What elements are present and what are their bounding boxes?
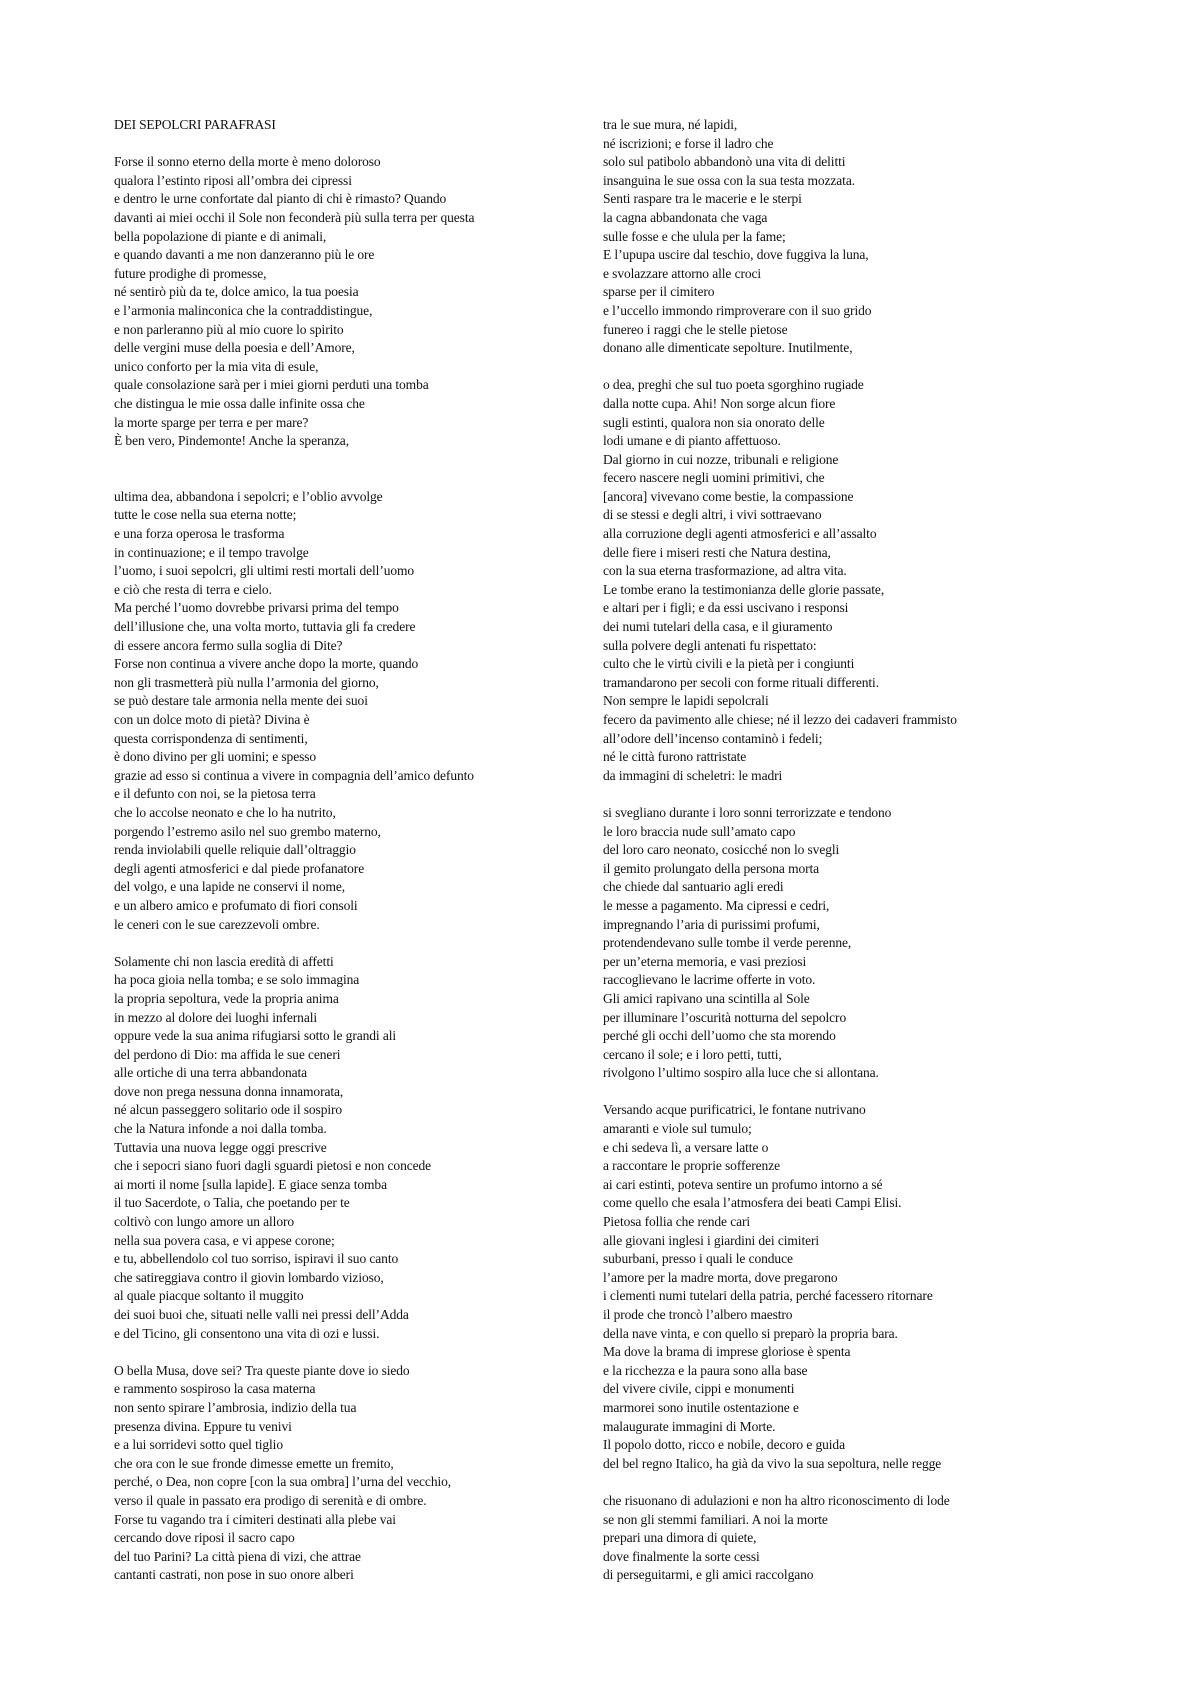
text-line: lodi umane e di pianto affettuoso. — [603, 433, 781, 449]
text-line — [603, 785, 1163, 804]
text-line: Il popolo dotto, ricco e nobile, decoro e guida — [603, 1437, 845, 1453]
text-line: se non gli stemmi familiari. A noi la morte — [603, 1511, 828, 1527]
text-line: e tu, abbellendolo col tuo sorriso, ispiravi il suo canto — [114, 1251, 399, 1267]
text-line: alla corruzione degli agenti atmosferici e all’assalto — [603, 526, 877, 542]
text-line: verso il quale in passato era prodigo di serenità e di ombre. — [114, 1492, 427, 1508]
text-line: del bel regno Italico, ha già da vivo la sua sepoltura, nelle regge — [603, 1455, 942, 1471]
text-line: che la Natura infonde a noi dalla tomba. — [114, 1121, 327, 1137]
text-line: e quando davanti a me non danzeranno più le ore — [114, 247, 375, 263]
text-line: delle fiere i miseri resti che Natura destina, — [603, 544, 831, 560]
text-line: né le città furono rattristate — [603, 749, 747, 765]
text-line: e chi sedeva lì, a versare latte o — [603, 1139, 769, 1155]
text-line: questa corrispondenza di sentimenti, — [114, 730, 308, 746]
text-line — [603, 1083, 1163, 1102]
text-line: il prode che troncò l’albero maestro — [603, 1307, 793, 1322]
text-line: marmorei sono inutile ostentazione e — [603, 1399, 799, 1415]
text-line: [ancora] vivevano come bestie, la compassione — [603, 488, 854, 504]
text-line: Ma dove la brama di imprese gloriose è spenta — [603, 1344, 851, 1360]
text-line: unico conforto per la mia vita di esule, — [114, 358, 319, 374]
text-line — [603, 358, 1163, 377]
text-line: non sento spirare l’ambrosia, indizio della tua — [114, 1399, 357, 1415]
text-line: rivolgono l’ultimo sospiro alla luce che si allontana. — [603, 1065, 879, 1081]
text-line: e l’armonia malinconica che la contraddistingue, — [114, 302, 373, 318]
text-line: da immagini di scheletri: le madri — [603, 767, 783, 783]
text-line: non gli trasmetterà più nulla l’armonia del giorno, — [114, 674, 379, 690]
text-line: se può destare tale armonia nella mente dei suoi — [114, 693, 368, 709]
right-column-lines — [603, 116, 1163, 1585]
text-line: e un albero amico e profumato di fiori consoli — [114, 897, 358, 913]
text-line: per illuminare l’oscurità notturna del sepolcro — [603, 1009, 847, 1025]
text-line: tra le sue mura, né lapidi, — [603, 117, 738, 132]
text-line: che i sepocri siano fuori dagli sguardi pietosi e non concede — [114, 1158, 432, 1174]
text-line: si svegliano durante i loro sonni terrorizzate e tendono — [603, 804, 892, 820]
text-line: malaugurate immagini di Morte. — [603, 1418, 776, 1434]
text-line: è dono divino per gli uomini; e spesso — [114, 749, 317, 765]
text-line: bella popolazione di piante e di animali, — [114, 228, 327, 244]
text-line: fecero da pavimento alle chiese; né il lezzo dei cadaveri frammisto — [603, 712, 957, 727]
text-line: come quello che esala l’atmosfera dei beati Campi Elisi. — [603, 1195, 902, 1211]
text-line: O bella Musa, dove sei? Tra queste piante dove io siedo — [114, 1362, 410, 1378]
text-line: né iscrizioni; e forse il ladro che — [603, 135, 774, 151]
text-line: dove non prega nessuna donna innamorata, — [114, 1083, 344, 1099]
text-line: Dal giorno in cui nozze, tribunali e religione — [603, 451, 839, 467]
text-line: che chiede dal santuario agli eredi — [603, 879, 784, 895]
text-line: le ceneri con le sue carezzevoli ombre. — [114, 916, 320, 932]
text-line: davanti ai miei occhi il Sole non feconderà più sulla terra per questa — [114, 209, 475, 225]
text-line: la cagna abbandonata che vaga — [603, 209, 768, 225]
text-line: e svolazzare attorno alle croci — [603, 265, 762, 281]
text-line: tutte le cose nella sua eterna notte; — [114, 507, 297, 523]
left-column-lines — [114, 135, 584, 1585]
text-line: la propria sepoltura, vede la propria anima — [114, 990, 339, 1006]
text-line: i clementi numi tutelari della patria, perché facessero ritornare — [603, 1288, 933, 1304]
text-line: di perseguitarmi, e gli amici raccolgano — [603, 1567, 814, 1583]
text-line: che lo accolse neonato e che lo ha nutrito, — [114, 804, 336, 820]
text-line: Ma perché l’uomo dovrebbe privarsi prima del tempo — [114, 600, 399, 616]
text-line: cercano il sole; e i loro petti, tutti, — [603, 1046, 782, 1062]
text-line: il tuo Sacerdote, o Talia, che poetando per te — [114, 1195, 350, 1211]
text-line: e del Ticino, gli consentono una vita di ozi e lussi. — [114, 1325, 380, 1341]
text-line: Forse non continua a vivere anche dopo la morte, quando — [114, 656, 419, 672]
text-line: né alcun passeggero solitario ode il sospiro — [114, 1102, 343, 1118]
text-line: o dea, preghi che sul tuo poeta sgorghino rugiade — [603, 377, 864, 393]
text-line — [114, 1343, 584, 1362]
text-line: cercando dove riposi il sacro capo — [114, 1530, 295, 1546]
text-line: prepari una dimora di quiete, — [603, 1530, 757, 1546]
text-line: e una forza operosa le trasforma — [114, 526, 285, 542]
left-column — [114, 116, 584, 1585]
text-line — [603, 1473, 1163, 1492]
text-line — [114, 469, 584, 488]
text-line: del tuo Parini? La città piena di vizi, che attrae — [114, 1548, 361, 1564]
text-line: che ora con le sue fronde dimesse emette un fremito, — [114, 1455, 394, 1471]
text-line: amaranti e viole sul tumulo; — [603, 1121, 752, 1137]
text-line: grazie ad esso si continua a vivere in compagnia dell’amico defunto — [114, 767, 474, 783]
text-line: perché, o Dea, non copre [con la sua ombra] l’urna del vecchio, — [114, 1474, 452, 1490]
text-line: degli agenti atmosferici e dal piede profanatore — [114, 860, 365, 876]
text-line: le loro braccia nude sull’amato capo — [603, 823, 796, 839]
text-line: Le tombe erano la testimonianza delle glorie passate, — [603, 581, 885, 597]
text-line: fecero nascere negli uomini primitivi, che — [603, 470, 825, 486]
text-line: funereo i raggi che le stelle pietose — [603, 321, 788, 337]
text-line: oppure vede la sua anima rifugiarsi sotto le grandi ali — [114, 1028, 397, 1044]
text-line: insanguina le sue ossa con la sua testa mozzata. — [603, 172, 855, 188]
text-line: e altari per i figli; e da essi uscivano i responsi — [603, 600, 849, 616]
text-line: dei numi tutelari della casa, e il giuramento — [603, 619, 833, 635]
text-line: del volgo, e una lapide ne conservi il nome, — [114, 879, 346, 895]
text-line: di se stessi e degli altri, i vivi sottraevano — [603, 507, 822, 523]
text-line: qualora l’estinto riposi all’ombra dei cipressi — [114, 172, 352, 188]
text-line: del vivere civile, cippi e monumenti — [603, 1381, 795, 1397]
text-line: e la ricchezza e la paura sono alla base — [603, 1362, 808, 1378]
text-line: tramandarono per secoli con forme rituali differenti. — [603, 674, 879, 690]
text-line: in mezzo al dolore dei luoghi infernali — [114, 1009, 318, 1025]
text-line: future prodighe di promesse, — [114, 265, 267, 281]
text-line: del loro caro neonato, cosicché non lo svegli — [603, 842, 840, 858]
text-line: dalla notte cupa. Ahi! Non sorge alcun fiore — [603, 395, 836, 411]
text-line — [114, 135, 584, 154]
text-line: delle vergini muse della poesia e dell’Amore, — [114, 340, 355, 356]
text-line — [114, 451, 584, 470]
right-column — [603, 116, 1163, 1585]
text-line: al quale piacque soltanto il muggito — [114, 1288, 304, 1304]
text-line: e ciò che resta di terra e cielo. — [114, 581, 272, 597]
text-line: Forse tu vagando tra i cimiteri destinati alla plebe vai — [114, 1511, 396, 1527]
text-line: e non parleranno più al mio cuore lo spirito — [114, 321, 344, 337]
text-line: con la sua eterna trasformazione, ad altra vita. — [603, 563, 847, 579]
text-line: donano alle dimenticate sepolture. Inutilmente, — [603, 340, 853, 356]
text-line: sulla polvere degli antenati fu rispettato: — [603, 637, 817, 653]
text-line: dei suoi buoi che, situati nelle valli nei pressi dell’Adda — [114, 1307, 409, 1322]
text-line: Versando acque purificatrici, le fontane nutrivano — [603, 1102, 866, 1118]
text-line: in continuazione; e il tempo travolge — [114, 544, 309, 560]
text-line: il gemito prolungato della persona morta — [603, 860, 820, 876]
text-line: porgendo l’estremo asilo nel suo grembo materno, — [114, 823, 381, 839]
text-line: Forse il sonno eterno della morte è meno doloroso — [114, 154, 381, 170]
text-line: ai morti il nome [sulla lapide]. E giace senza tomba — [114, 1176, 387, 1192]
text-line: la morte sparge per terra e per mare? — [114, 414, 309, 430]
text-line: Tuttavia una nuova legge oggi prescrive — [114, 1139, 327, 1155]
text-line: della nave vinta, e con quello si preparò la propria bara. — [603, 1325, 898, 1341]
text-line: nella sua povera casa, e vi appese corone; — [114, 1232, 335, 1248]
text-line: né sentirò più da te, dolce amico, la tua poesia — [114, 284, 359, 300]
text-line: che distingua le mie ossa dalle infinite ossa che — [114, 395, 365, 411]
text-line: e l’uccello immondo rimproverare con il suo grido — [603, 302, 872, 318]
text-line: l’uomo, i suoi sepolcri, gli ultimi resti mortali dell’uomo — [114, 563, 415, 579]
document-title: DEI SEPOLCRI PARAFRASI — [114, 117, 276, 132]
text-line: dove finalmente la sorte cessi — [603, 1548, 760, 1564]
text-line: sugli estinti, qualora non sia onorato delle — [603, 414, 825, 430]
text-line: l’amore per la madre morta, dove pregarono — [603, 1269, 838, 1285]
text-line: a raccontare le proprie sofferenze — [603, 1158, 780, 1174]
text-line: e il defunto con noi, se la pietosa terra — [114, 786, 316, 802]
text-line: alle ortiche di una terra abbandonata — [114, 1065, 308, 1081]
text-line: presenza divina. Eppure tu venivi — [114, 1418, 292, 1434]
text-line: Pietosa follia che rende cari — [603, 1214, 751, 1230]
text-line: È ben vero, Pindemonte! Anche la speranza, — [114, 433, 349, 449]
text-line: culto che le virtù civili e la pietà per i congiunti — [603, 656, 855, 672]
text-line: sparse per il cimitero — [603, 284, 715, 300]
text-line: sulle fosse e che ulula per la fame; — [603, 228, 786, 244]
text-line: Gli amici rapivano una scintilla al Sole — [603, 990, 810, 1006]
text-line: suburbani, presso i quali le conduce — [603, 1251, 793, 1267]
text-line: e a lui sorridevi sotto quel tiglio — [114, 1437, 283, 1453]
text-line: per un’eterna memoria, e vasi preziosi — [603, 953, 807, 969]
text-line: le messe a pagamento. Ma cipressi e cedri, — [603, 897, 830, 913]
text-line: Solamente chi non lascia eredità di affetti — [114, 953, 334, 969]
text-line: quale consolazione sarà per i miei giorni perduti una tomba — [114, 377, 429, 393]
text-line: raccoglievano le lacrime offerte in voto. — [603, 972, 816, 988]
text-line: solo sul patibolo abbandonò una vita di delitti — [603, 154, 846, 170]
text-line: ultima dea, abbandona i sepolcri; e l’oblio avvolge — [114, 488, 383, 504]
text-line: che risuonano di adulazioni e non ha altro riconoscimento di lode — [603, 1492, 950, 1508]
text-line: del perdono di Dio: ma affida le sue ceneri — [114, 1046, 341, 1062]
text-line: alle giovani inglesi i giardini dei cimiteri — [603, 1232, 820, 1248]
text-line: protendendevano sulle tombe il verde perenne, — [603, 935, 852, 951]
text-line: renda inviolabili quelle reliquie dall’oltraggio — [114, 842, 356, 858]
text-line: ha poca gioia nella tomba; e se solo immagina — [114, 972, 360, 988]
text-line: Senti raspare tra le macerie e le sterpi — [603, 191, 802, 207]
text-line: impregnando l’aria di purissimi profumi, — [603, 916, 820, 932]
text-line: Non sempre le lapidi sepolcrali — [603, 693, 769, 709]
text-line: che satireggiava contro il giovin lombardo vizioso, — [114, 1269, 384, 1285]
text-line: e dentro le urne confortate dal pianto di chi è rimasto? Quando — [114, 191, 447, 207]
text-line: perché gli occhi dell’uomo che sta morendo — [603, 1028, 836, 1044]
text-line: cantanti castrati, non pose in suo onore alberi — [114, 1567, 354, 1583]
text-line: dell’illusione che, una volta morto, tuttavia gli fa credere — [114, 619, 416, 635]
text-line: coltivò con lungo amore un alloro — [114, 1214, 295, 1230]
text-line: all’odore dell’incenso contaminò i fedeli; — [603, 730, 823, 746]
text-line: di essere ancora fermo sulla soglia di Dite? — [114, 637, 343, 653]
text-line — [114, 934, 584, 953]
text-line: e rammento sospiroso la casa materna — [114, 1381, 316, 1397]
text-line: ai cari estinti, poteva sentire un profumo intorno a sé — [603, 1176, 883, 1192]
text-line: con un dolce moto di pietà? Divina è — [114, 712, 310, 727]
text-line: E l’upupa uscire dal teschio, dove fuggiva la luna, — [603, 247, 869, 263]
